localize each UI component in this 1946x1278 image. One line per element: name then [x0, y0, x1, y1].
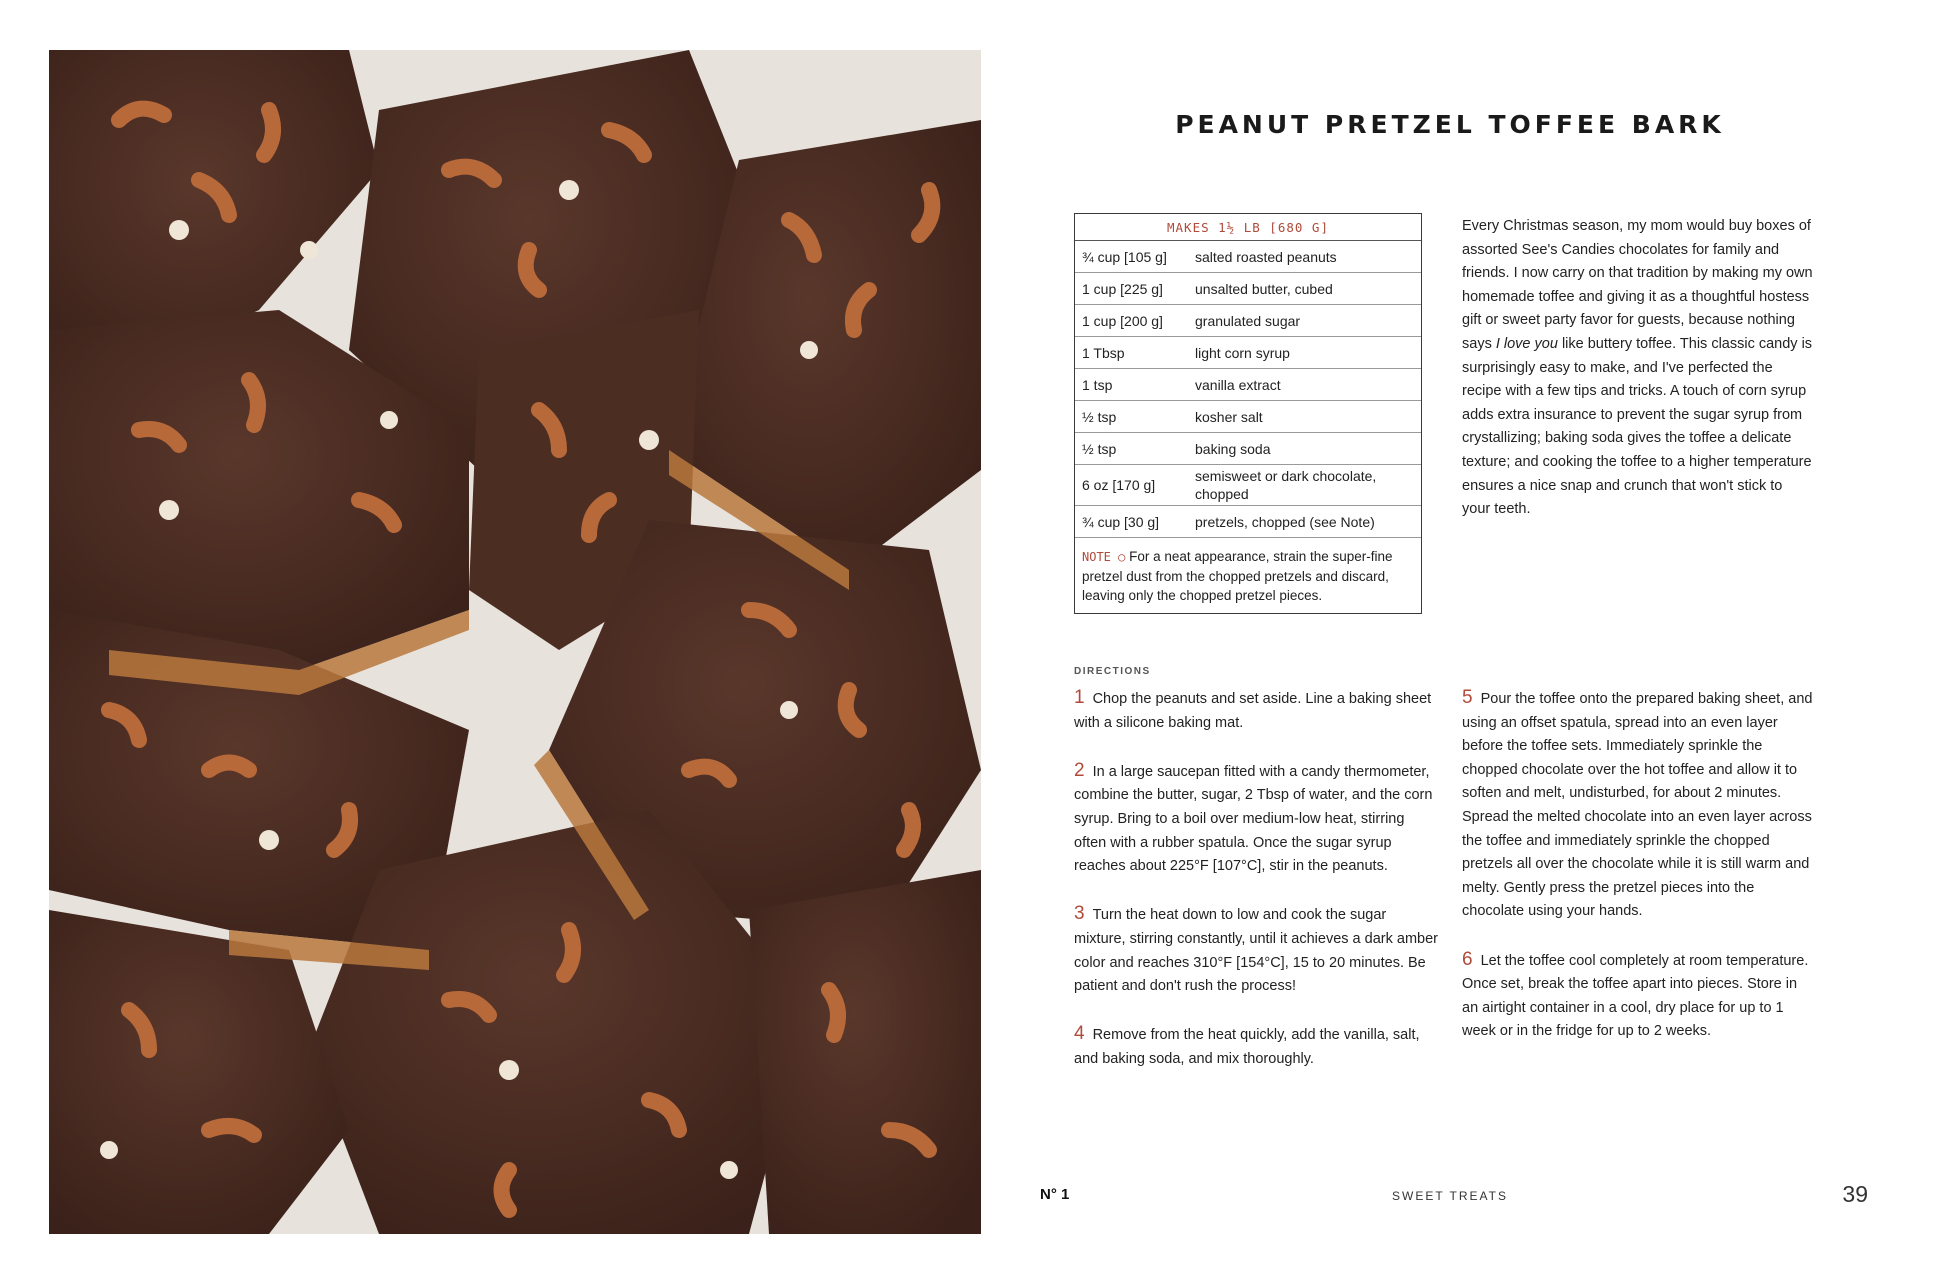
toffee-bark-illustration: [49, 50, 981, 1234]
ingredient-note: [1075, 538, 1421, 613]
intro-emphasis: I love you: [1495, 335, 1558, 352]
yield-header: MAKES 1½ LB [680 G]: [1075, 214, 1421, 241]
step-text: Pour the toffee onto the prepared baking sheet, and using an offset spatula, spread into an even layer before the toffee sets. Immediately sprinkle the chopped chocolate over the hot toffee and allow it to soften and melt, undisturbed, for about 2 minutes. Spread the melted chocolate into an even layer across the toffee and immediately sprinkle the chopped pretzels all over the chocolate while it is still warm and melty. Gently press the pretzel pieces into the chocolate using your hands.: [1462, 691, 1813, 920]
step-text: In a large saucepan fitted with a candy thermometer, combine the butter, sugar, 2 Tbsp of water, and the corn syrup. Bring to a boil over medium-low heat, stirring often with a rubber spatula. Once the sugar syrup reaches about 225°F [107°C], stir in the peanuts.: [1074, 763, 1433, 875]
ingredient-row: [1075, 401, 1421, 433]
directions-column-right: [1462, 686, 1814, 1068]
ingredient-name: salted roasted peanuts: [1195, 248, 1337, 265]
ingredient-amount: ½ tsp: [1082, 408, 1117, 425]
step-text: Turn the heat down to low and cook the sugar mixture, stirring constantly, until it achieves a dark amber color and reaches 310°F [154°C], 15 to 20 minutes. Be patient and don't rush the process!: [1074, 907, 1438, 995]
step-text: Chop the peanuts and set aside. Line a baking sheet with a silicone baking mat.: [1074, 691, 1432, 731]
ingredient-amount: ¾ cup [30 g]: [1082, 513, 1160, 530]
ingredient-row: [1075, 433, 1421, 465]
ingredient-row: [1075, 337, 1421, 369]
ingredients-box: [1074, 213, 1422, 614]
step-number: 6: [1462, 948, 1473, 970]
chapter-title: SWEET TREATS: [1391, 1189, 1508, 1203]
direction-step: [1074, 902, 1438, 998]
ingredient-amount: 1 tsp: [1082, 376, 1113, 393]
note-label: NOTE ○: [1082, 550, 1126, 564]
ingredient-row: [1075, 273, 1421, 305]
direction-step: [1462, 686, 1814, 924]
direction-step: [1074, 759, 1438, 879]
ingredient-row: [1075, 241, 1421, 273]
recipe-title: PEANUT PRETZEL TOFFEE BARK: [1175, 110, 1725, 139]
intro-text-continued: like buttery toffee. This classic candy is surprisingly easy to make, and I've perfected the recipe with a few tips and tricks. A touch of corn syrup adds extra insurance to prevent the sugar syrup from crystallizing; baking soda gives the toffee a delicate texture; and cooking the toffee to a higher temperature ensures a nice snap and crunch that won't stick to your teeth.: [1462, 335, 1813, 518]
page-number: 39: [1842, 1181, 1868, 1207]
chapter-number: N° 1: [1040, 1186, 1070, 1203]
step-number: 4: [1074, 1023, 1085, 1045]
ingredient-name: baking soda: [1195, 440, 1271, 457]
ingredient-name: kosher salt: [1195, 408, 1263, 425]
ingredient-amount: 6 oz [170 g]: [1082, 477, 1156, 493]
direction-step: [1074, 1022, 1438, 1071]
ingredient-row: [1075, 506, 1421, 538]
step-text: Let the toffee cool completely at room temperature. Once set, break the toffee apart into pieces. Store in an airtight container in a cool, dry place for up to 1 week or in the fridge for up to 2 weeks.: [1462, 952, 1809, 1040]
step-number: 5: [1462, 687, 1473, 708]
ingredient-amount: ¾ cup [105 g]: [1082, 248, 1167, 265]
ingredient-name: semisweet or dark chocolate, chopped: [1195, 468, 1377, 502]
ingredient-amount: 1 cup [225 g]: [1082, 280, 1163, 297]
ingredient-row: [1075, 305, 1421, 337]
ingredient-amount: 1 Tbsp: [1082, 344, 1125, 361]
recipe-photo: [49, 50, 981, 1234]
ingredient-row: [1075, 465, 1421, 506]
step-number: 3: [1074, 903, 1085, 925]
step-text: Remove from the heat quickly, add the vanilla, salt, and baking soda, and mix thoroughly.: [1074, 1027, 1420, 1067]
ingredient-amount: 1 cup [200 g]: [1082, 312, 1163, 329]
direction-step: [1462, 948, 1814, 1044]
ingredient-name: pretzels, chopped (see Note): [1195, 513, 1375, 530]
ingredient-name: unsalted butter, cubed: [1195, 280, 1333, 297]
ingredient-amount: ½ tsp: [1082, 440, 1117, 457]
direction-step: [1074, 686, 1438, 735]
ingredient-row: [1075, 369, 1421, 401]
directions-label: DIRECTIONS: [1074, 666, 1151, 677]
step-number: 2: [1074, 759, 1085, 781]
recipe-intro: [1462, 215, 1814, 522]
note-text: For a neat appearance, strain the super-fine pretzel dust from the chopped pretzels and discard, leaving only the chopped pretzel pieces.: [1082, 549, 1393, 603]
ingredient-name: vanilla extract: [1195, 376, 1281, 393]
intro-text: Every Christmas season, my mom would buy boxes of assorted See's Candies chocolates for family and friends. I now carry on that tradition by making my own homemade toffee and giving it as a thoughtful hostess gift or sweet party favor for guests, because nothing says: [1462, 218, 1813, 352]
step-number: 1: [1074, 687, 1085, 708]
ingredient-name: light corn syrup: [1195, 344, 1290, 361]
ingredient-name: granulated sugar: [1195, 312, 1301, 329]
directions-column-left: [1074, 686, 1438, 1095]
